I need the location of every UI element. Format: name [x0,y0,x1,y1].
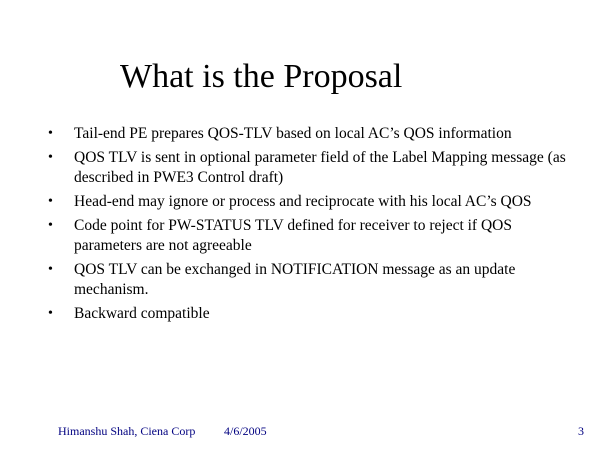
bullet-text: QOS TLV is sent in optional parameter field of the Label Mapping message (as described in PWE3 Control draft) [74,149,566,186]
bullet-item [48,260,578,300]
footer-page-number: 3 [578,424,584,438]
bullet-icon: • [48,218,53,233]
bullet-icon: • [48,150,53,165]
bullet-text: QOS TLV can be exchanged in NOTIFICATION message as an update mechanism. [74,261,516,298]
bullet-item [48,304,578,324]
bullet-item [48,192,578,212]
bullet-icon: • [48,126,53,141]
bullet-text: Code point for PW-STATUS TLV defined for receiver to reject if QOS parameters are not agreeable [74,217,512,254]
bullet-text: Backward compatible [74,305,210,322]
bullet-list [48,124,578,328]
bullet-item [48,148,578,188]
bullet-icon: • [48,194,53,209]
footer-date: 4/6/2005 [224,424,267,438]
bullet-item [48,216,578,256]
slide-title: What is the Proposal [120,58,403,95]
bullet-item [48,124,578,144]
bullet-icon: • [48,306,53,321]
bullet-icon: • [48,262,53,277]
bullet-text: Tail-end PE prepares QOS-TLV based on local AC’s QOS information [74,125,512,142]
footer-author: Himanshu Shah, Ciena Corp [58,424,196,438]
bullet-text: Head-end may ignore or process and reciprocate with his local AC’s QOS [74,193,532,210]
